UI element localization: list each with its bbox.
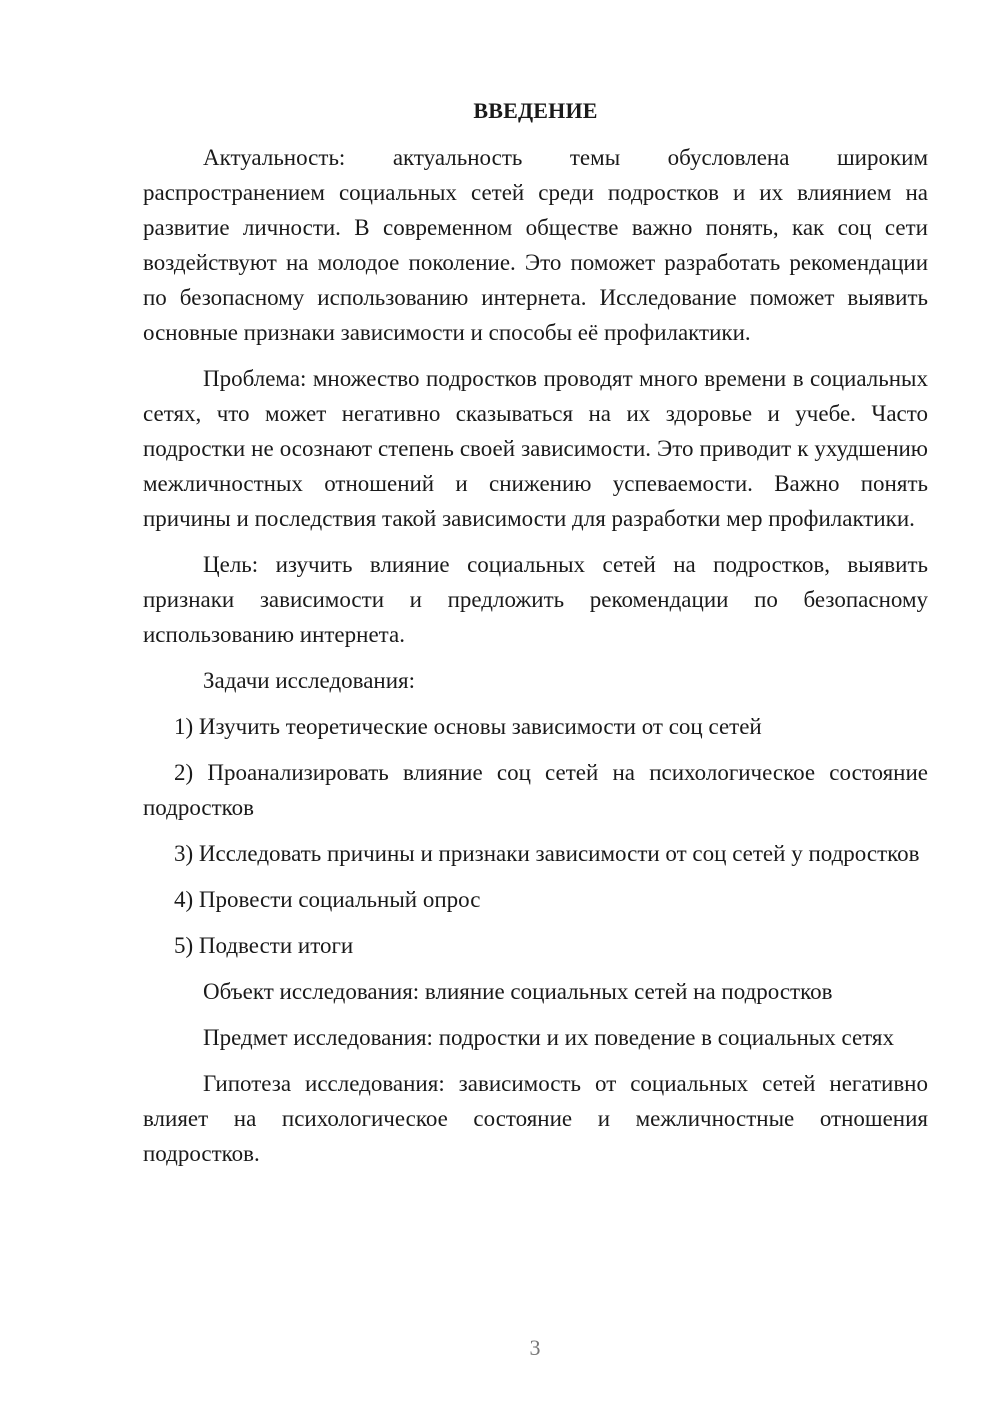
subject-paragraph: Предмет исследования: подростки и их поведение в социальных сетях [203,1025,894,1050]
task-item-4: 4) Провести социальный опрос [174,887,481,912]
page-content [143,96,928,1182]
object-paragraph: Объект исследования: влияние социальных сетей на подростков [203,979,833,1004]
task-item-1: 1) Изучить теоретические основы зависимости от соц сетей [174,714,762,739]
page-number: 3 [529,1335,541,1360]
goal-paragraph: Цель: изучить влияние социальных сетей на подростков, выявить признаки зависимости и предложить рекомендации по безопасному использованию интернета. [143,552,928,647]
relevance-paragraph: Актуальность: актуальность темы обусловлена широким распространением социальных сетей среди подростков и их влиянием на развитие личности. В современном обществе важно понять, как соц сети воздействуют на молодое поколение. Это поможет разработать рекомендации по безопасному использованию интернета. Исследование поможет выявить основные признаки зависимости и способы её профилактики. [143,145,928,345]
task-item-3: 3) Исследовать причины и признаки зависимости от соц сетей у подростков [174,841,920,866]
tasks-heading: Задачи исследования: [203,668,416,693]
task-item-2: 2) Проанализировать влияние соц сетей на психологическое состояние подростков [143,760,928,820]
task-item-5: 5) Подвести итоги [174,933,354,958]
problem-paragraph: Проблема: множество подростков проводят много времени в социальных сетях, что может негативно сказываться на их здоровье и учебе. Часто подростки не осознают степень своей зависимости. Это приводит к ухудшению межличностных отношений и снижению успеваемости. Важно понять причины и последствия такой зависимости для разработки мер профилактики. [143,366,928,531]
hypothesis-paragraph: Гипотеза исследования: зависимость от социальных сетей негативно влияет на психологическое состояние и межличностные отношения подростков. [143,1071,928,1166]
section-title: ВВЕДЕНИЕ [473,98,598,123]
